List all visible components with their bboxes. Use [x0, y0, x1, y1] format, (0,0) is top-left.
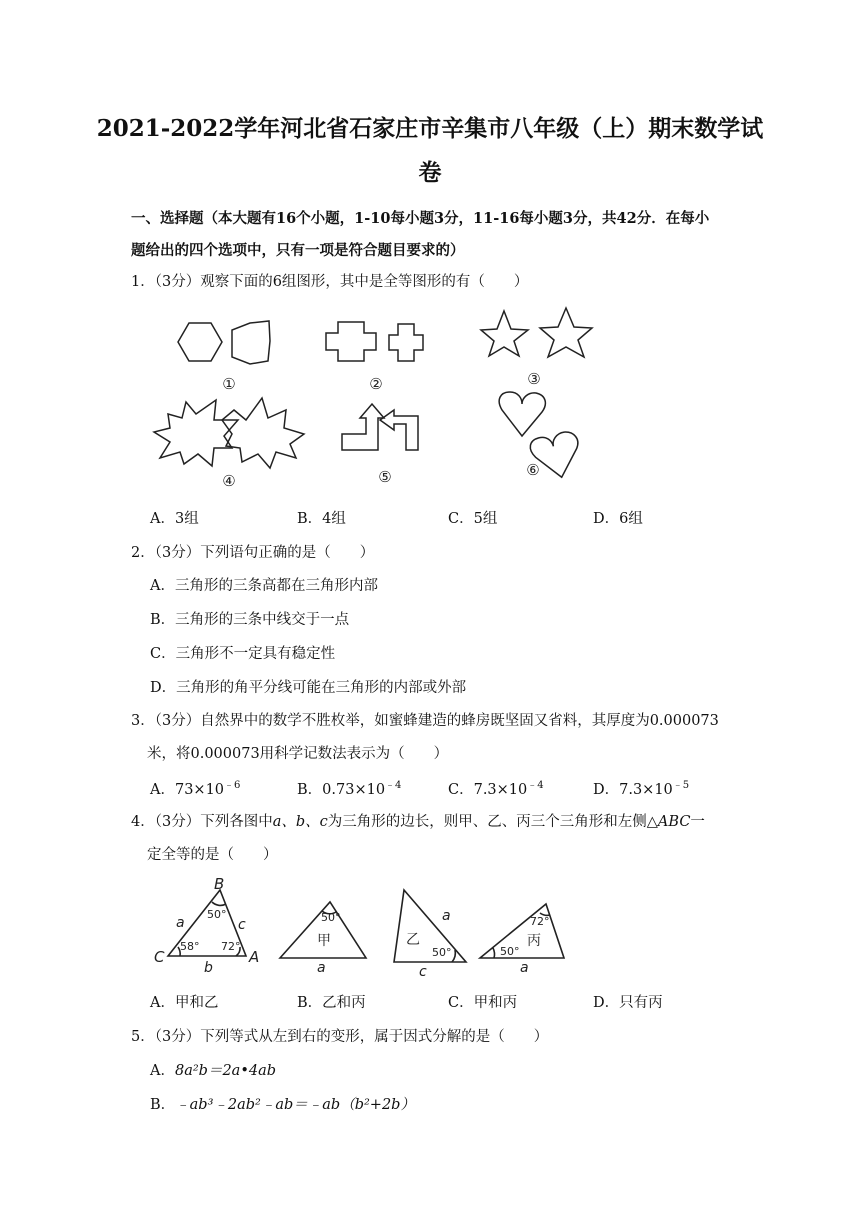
q1-figure	[140, 298, 600, 498]
figure-label-1: ①	[222, 375, 236, 393]
vertex-a: A	[249, 948, 260, 966]
cross-shape	[326, 322, 376, 361]
section-header-line2: 题给出的四个选项中，只有一项是符合题目要求的）	[131, 242, 465, 259]
side-c-label: c	[238, 917, 246, 933]
q4-stem-line2: 定全等的是（ ）	[147, 847, 278, 863]
figure-label-2: ②	[369, 375, 383, 393]
page-title-line2: 卷	[418, 159, 442, 186]
q5-option-b[interactable]: B．﹣ab³﹣2ab²﹣ab＝﹣ab（b²+2b）	[150, 1097, 415, 1113]
angle-c-label: 58°	[180, 940, 200, 953]
burst-shape	[154, 400, 238, 466]
bing-angle-top-label: 72°	[530, 915, 550, 928]
q4-option-c[interactable]: C．甲和丙	[448, 995, 518, 1011]
yi-side-a-label: a	[442, 908, 451, 924]
q2-option-d[interactable]: D．三角形的角平分线可能在三角形的内部或外部	[150, 680, 467, 696]
side-a-label: a	[176, 915, 185, 931]
side-b-label: b	[204, 960, 213, 976]
q4-option-b[interactable]: B．乙和丙	[297, 995, 366, 1011]
heart-shape	[499, 392, 545, 436]
jia-side-label: a	[317, 960, 326, 976]
bent-arrow-shape	[380, 410, 418, 450]
q4-option-d[interactable]: D．只有丙	[593, 995, 663, 1011]
q3-option-c[interactable]: C．$7.3\times 10^{﹣4}$	[448, 780, 544, 798]
q5-stem: 5．（3分）下列等式从左到右的变形，属于因式分解的是（ ）	[131, 1029, 549, 1045]
yi-angle-label: 50°	[432, 946, 452, 959]
bent-arrow-shape	[342, 404, 384, 450]
q4-option-a[interactable]: A．甲和乙	[150, 995, 219, 1011]
burst-shape	[222, 398, 304, 468]
vertex-b: B	[214, 876, 225, 893]
bing-angle-left-label: 50°	[500, 945, 520, 958]
q1-option-b[interactable]: B．4组	[297, 511, 346, 527]
page-title-line1: 2021-2022学年河北省石家庄市辛集市八年级（上）期末数学试	[96, 115, 764, 142]
star-shape	[540, 308, 592, 357]
q3-stem-line2: 米，将0.000073用科学记数法表示为（ ）	[147, 746, 449, 762]
bing-name: 丙	[527, 933, 541, 949]
hexagon-shape	[178, 323, 222, 361]
section-header-line1: 一、选择题（本大题有16个小题，1-10每小题3分，11-16每小题3分，共42分．在每小	[131, 210, 710, 227]
q4-figure	[150, 876, 580, 980]
q1-option-a[interactable]: A．3组	[150, 511, 199, 527]
q1-stem: 1．（3分）观察下面的6组图形，其中是全等图形的有（ ）	[131, 274, 529, 290]
q2-stem: 2．（3分）下列语句正确的是（ ）	[131, 545, 375, 561]
figure-label-3: ③	[527, 370, 541, 388]
yi-side-c-label: c	[419, 964, 427, 980]
q3-option-d[interactable]: D．$7.3\times 10^{﹣5}$	[593, 780, 690, 798]
bing-side-label: a	[520, 960, 529, 976]
q4-stem-line1: 4．（3分）下列各图中a、b、c为三角形的边长，则甲、乙、丙三个三角形和左侧△ABC一	[131, 814, 705, 830]
angle-b-label: 50°	[207, 908, 227, 921]
cross-shape	[389, 324, 423, 361]
yi-name: 乙	[406, 932, 420, 948]
q1-option-d[interactable]: D．6组	[593, 511, 643, 527]
figure-label-5: ⑤	[378, 468, 392, 486]
triangle-bing	[480, 904, 564, 958]
q3-stem-line1: 3．（3分）自然界中的数学不胜枚举，如蜜蜂建造的蜂房既坚固又省料，其厚度为0.000073	[131, 713, 719, 729]
star-shape	[481, 311, 528, 356]
jia-name: 甲	[317, 933, 331, 949]
q3-option-a[interactable]: A．$73\times 10^{﹣6}$	[150, 780, 241, 798]
q2-option-c[interactable]: C．三角形不一定具有稳定性	[150, 646, 336, 662]
q1-option-c[interactable]: C．5组	[448, 511, 498, 527]
q2-option-b[interactable]: B．三角形的三条中线交于一点	[150, 612, 350, 628]
figure-label-6: ⑥	[526, 461, 540, 479]
hexagon-shape	[232, 321, 270, 364]
q2-option-a[interactable]: A．三角形的三条高都在三角形内部	[150, 578, 378, 594]
q3-option-b[interactable]: B．$0.73\times 10^{﹣4}$	[297, 780, 402, 798]
angle-a-label: 72°	[221, 940, 241, 953]
q5-option-a[interactable]: A．8a²b＝2a•4ab	[150, 1063, 277, 1079]
figure-label-4: ④	[222, 472, 236, 490]
jia-angle-label: 50°	[321, 911, 341, 924]
vertex-c: C	[154, 948, 165, 966]
